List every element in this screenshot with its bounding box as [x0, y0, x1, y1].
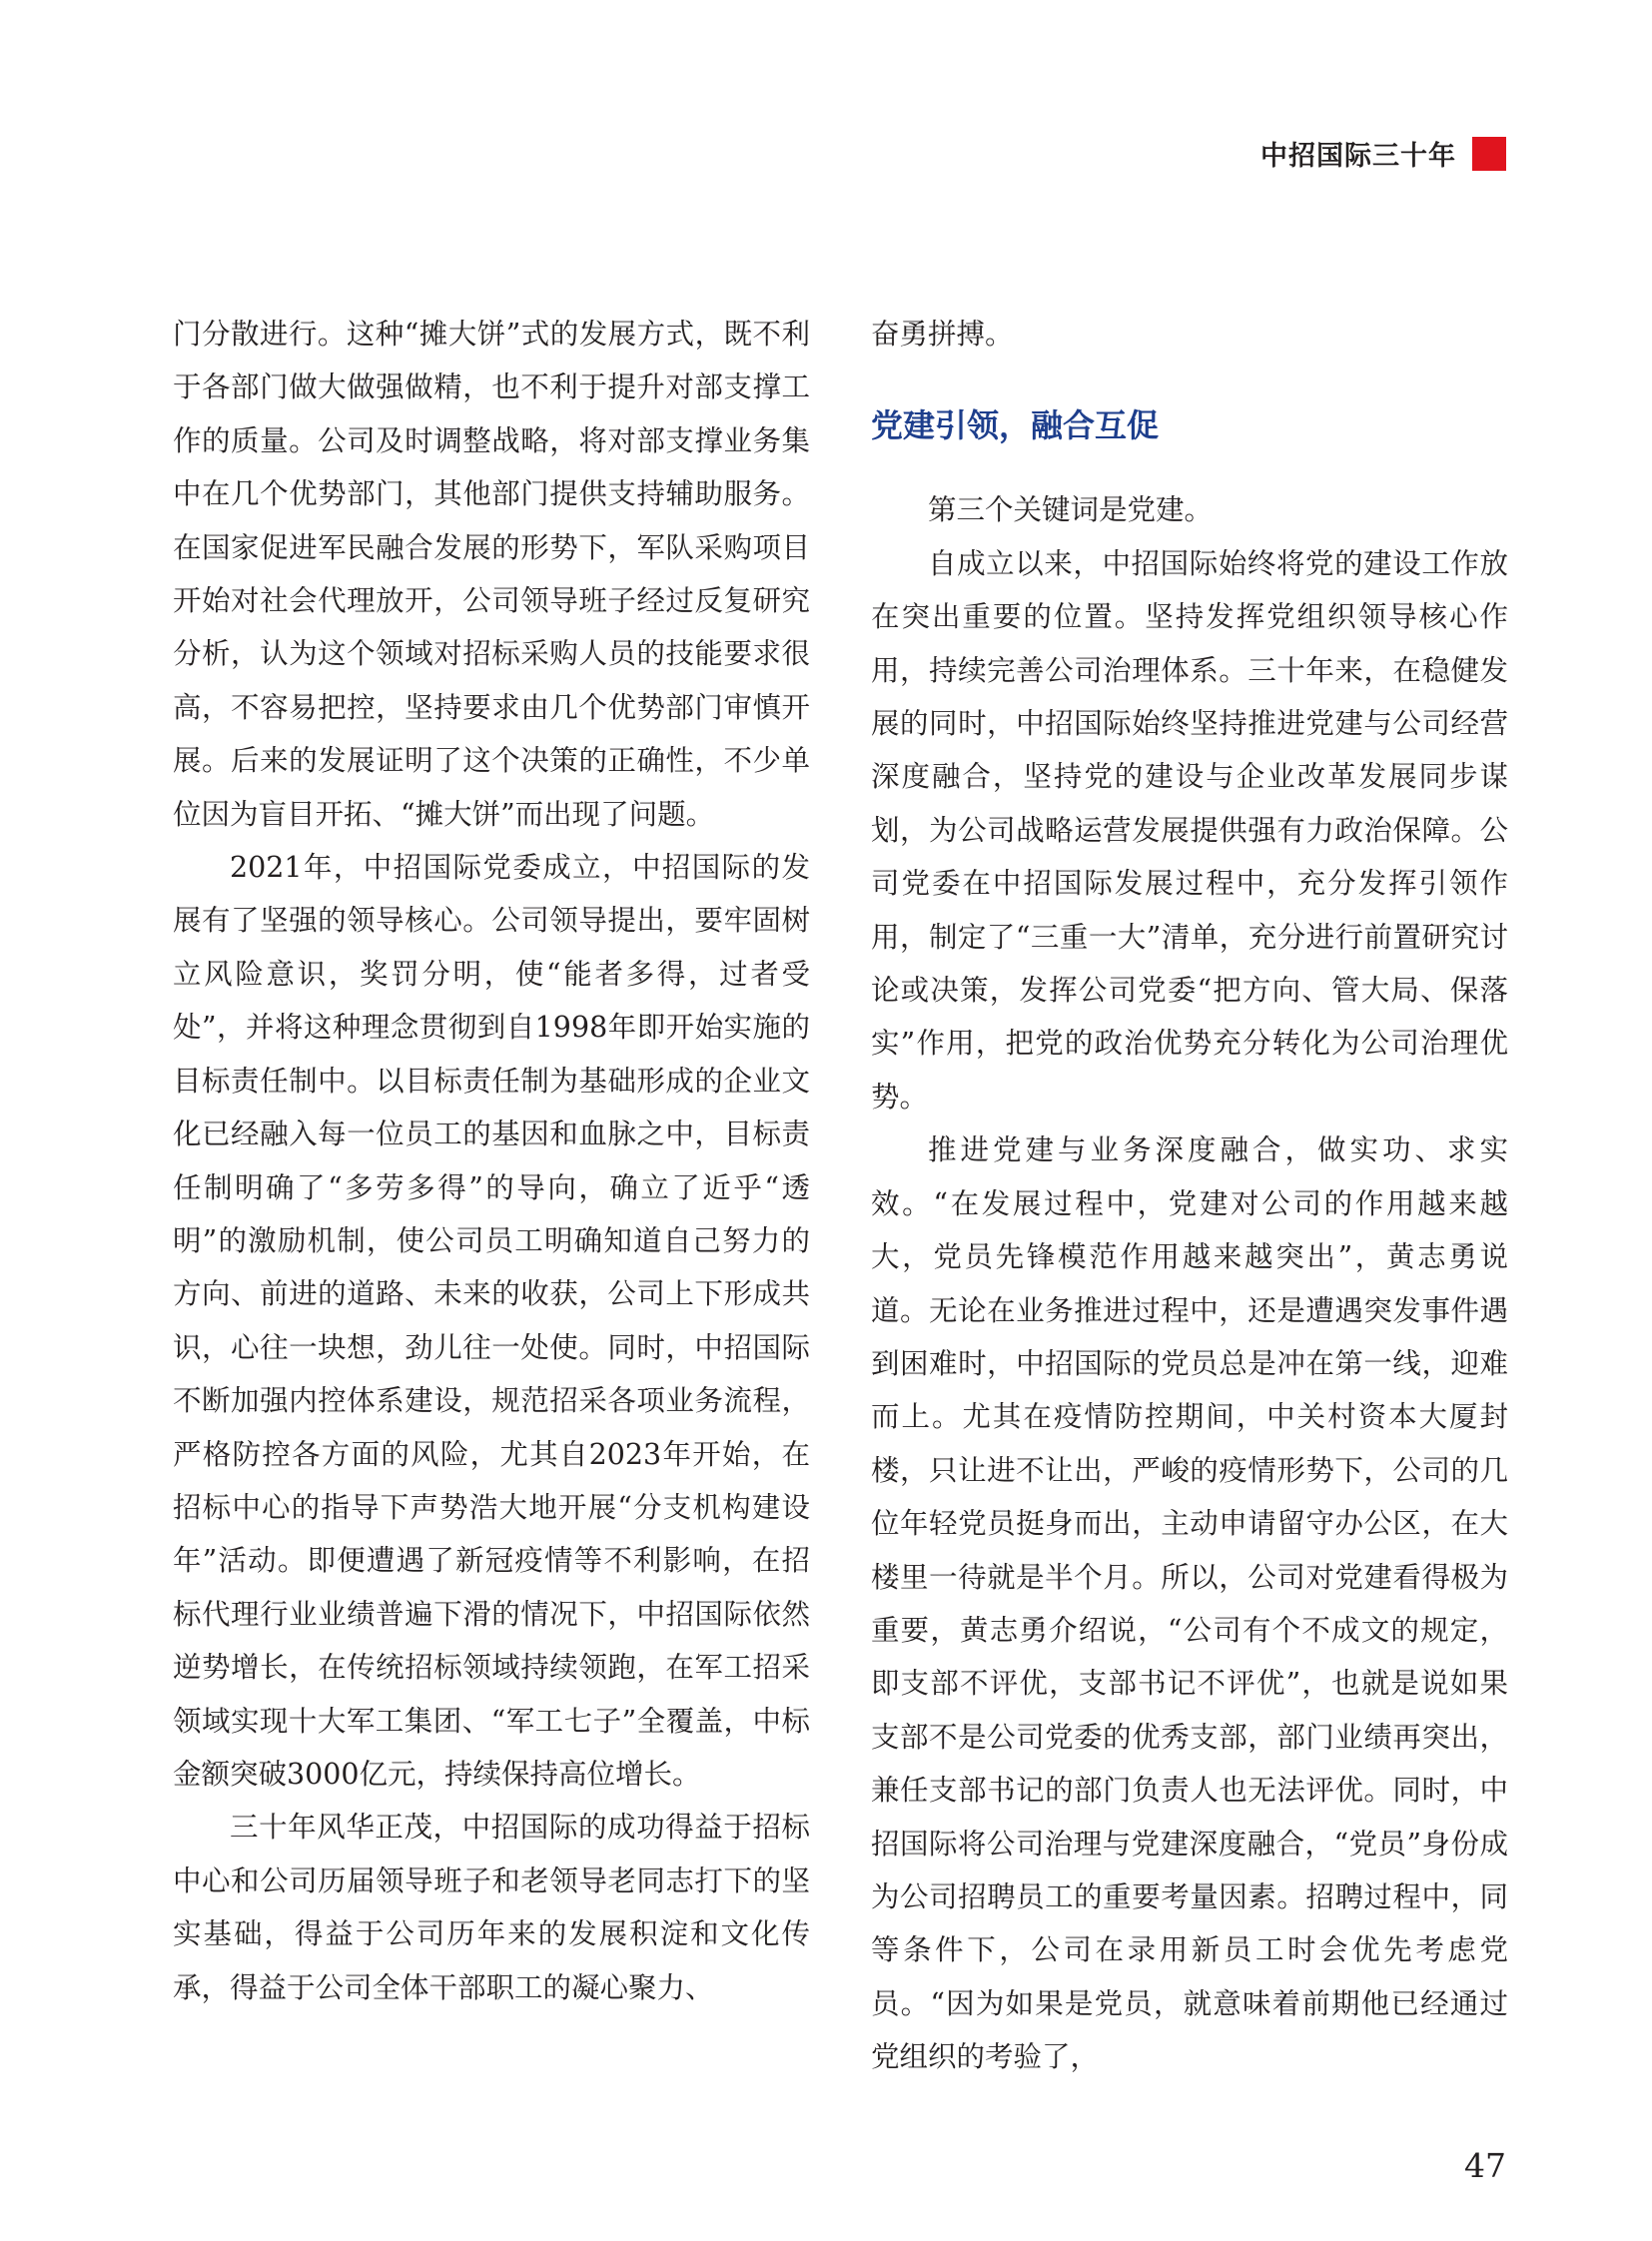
paragraph: 自成立以来，中招国际始终将党的建设工作放在突出重要的位置。坚持发挥党组织领导核心作用，持续完善公司治理体系。三十年来，在稳健发展的同时，中招国际始终坚持推进党建与公司经营深度融合，坚持党的建设与企业改革发展同步谋划，为公司战略运营发展提供强有力政治保障。公司党委在中招国际发展过程中，充分发挥引领作用，制定了“三重一大”清单，充分进行前置研究讨论或决策，发挥公司党委“把方向、管大局、保落实”作用，把党的政治优势充分转化为公司治理优势。 [871, 546, 1508, 1114]
paragraph: 第三个关键词是党建。 [928, 493, 1214, 527]
right-column [871, 308, 1508, 2084]
section-heading: 党建引领，融合互促 [871, 406, 1160, 445]
paragraph: 推进党建与业务深度融合，做实功、求实效。“在发展过程中，党建对公司的作用越来越大，党员先锋模范作用越来越突出”，黄志勇说道。无论在业务推进过程中，还是遭遇突发事件遇到困难时，中招国际的党员总是冲在第一线，迎难而上。尤其在疫情防控期间，中关村资本大厦封楼，只让进不让出，严峻的疫情形势下，公司的几位年轻党员挺身而出，主动申请留守办公区，在大楼里一待就是半个月。所以，公司对党建看得极为重要，黄志勇介绍说，“公司有个不成文的规定，即支部不评优，支部书记不评优”，也就是说如果支部不是公司党委的优秀支部，部门业绩再突出，兼任支部书记的部门负责人也无法评优。同时，中招国际将公司治理与党建深度融合，“党员”身份成为公司招聘员工的重要考量因素。招聘过程中，同等条件下，公司在录用新员工时会优先考虑党员。“因为如果是党员，就意味着前期他已经通过党组织的考验了， [871, 1133, 1508, 2074]
continuation-paragraph: 奋勇拼搏。 [871, 318, 1014, 351]
paragraph: 2021年，中招国际党委成立，中招国际的发展有了坚强的领导核心。公司领导提出，要牢固树立风险意识，奖罚分明，使“能者多得，过者受处”，并将这种理念贯彻到自1998年即开始实施的目标责任制中。以目标责任制为基础形成的企业文化已经融入每一位员工的基因和血脉之中，目标责任制明确了“多劳多得”的导向，确立了近乎“透明”的激励机制，使公司员工明确知道自己努力的方向、前进的道路、未来的收获，公司上下形成共识，心往一块想，劲儿往一处使。同时，中招国际不断加强内控体系建设，规范招采各项业务流程，严格防控各方面的风险，尤其自2023年开始，在招标中心的指导下声势浩大地开展“分支机构建设年”活动。即便遭遇了新冠疫情等不利影响，在招标代理行业业绩普遍下滑的情况下，中招国际依然逆势增长，在传统招标领域持续领跑，在军工招采领域实现十大军工集团、“军工七子”全覆盖，中标金额突破3000亿元，持续保持高位增长。 [173, 851, 810, 1791]
red-square-mark [1472, 137, 1506, 171]
paragraph: 三十年风华正茂，中招国际的成功得益于招标中心和公司历届领导班子和老领导老同志打下的坚实基础，得益于公司历年来的发展积淀和文化传承，得益于公司全体干部职工的凝心聚力、 [173, 1811, 810, 2004]
left-column [173, 308, 810, 2014]
running-header [1260, 134, 1506, 173]
publication-title: 中招国际三十年 [1260, 141, 1456, 172]
page-number: 47 [1464, 2146, 1506, 2185]
paragraph: 门分散进行。这种“摊大饼”式的发展方式，既不利于各部门做大做强做精，也不利于提升对部支撑工作的质量。公司及时调整战略，将对部支撑业务集中在几个优势部门，其他部门提供支持辅助服务。在国家促进军民融合发展的形势下，军队采购项目开始对社会代理放开，公司领导班子经过反复研究分析，认为这个领域对招标采购人员的技能要求很高，不容易把控，坚持要求由几个优势部门审慎开展。后来的发展证明了这个决策的正确性，不少单位因为盲目开拓、“摊大饼”而出现了问题。 [173, 318, 810, 831]
